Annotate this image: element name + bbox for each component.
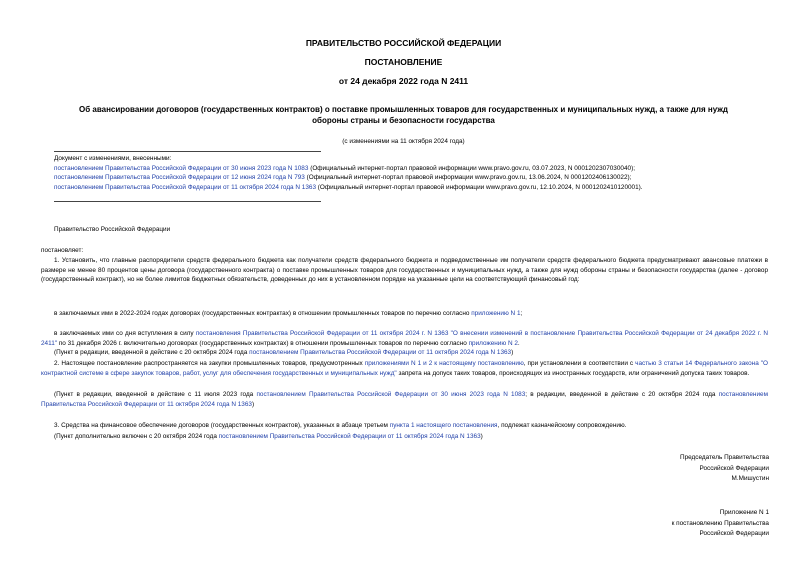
note-decree-link[interactable]: постановлением Правительства Российской Федерации от 11 октября 2024 года N 1363: [249, 349, 512, 356]
revision-note: (с изменениями на 11 октября 2024 года): [342, 138, 465, 145]
note-decree-link[interactable]: постановлением Правительства Российской Федерации от 11 октября 2024 года N 1363: [41, 391, 768, 408]
title-line-2: обороны страны и безопасности государства: [312, 116, 495, 125]
paragraph-1-note: (Пункт в редакции, введенной в действие с 20 октября 2024 года постановлением Правительства Российской Федерации от 11 октября 2024 года N 1363): [54, 349, 514, 356]
document-type: ПОСТАНОВЛЕНИЕ: [364, 57, 443, 67]
paragraph-1: 1. Установить, что главные распорядители средств федерального бюджета как получатели средств федерального бюджета и подведомственные им получатели средств федерального бюджета предусматривают авансовые платежи в размере не менее 80 процентов цены договора (государственного контракта) о поставке промышленных товаров для государственных и муниципальных нужд, а также для нужд обороны страны и безопасности государства (далее - договор (государственный контракт), но не более лимитов бюджетных обязательств, доведенных до них в установленном порядке на указанные цели на соответствующий финансовый год:: [41, 257, 768, 284]
divider-top: [54, 151, 321, 152]
federal-law-link[interactable]: частью 3 статьи 14 Федерального закона "О контрактной системе в сфере закупок товаров, работ, услуг для обеспечения государственных и муниципальных нужд": [41, 360, 769, 377]
government-name: ПРАВИТЕЛЬСТВО РОССИЙСКОЙ ФЕДЕРАЦИИ: [305, 38, 502, 48]
note-decree-link[interactable]: постановлением Правительства Российской Федерации от 30 июня 2023 года N 1083: [256, 391, 526, 398]
note-decree-link[interactable]: постановлением Правительства Российской Федерации от 11 октября 2024 года N 1363: [218, 433, 481, 440]
change-item: постановлением Правительства Российской Федерации от 12 июня 2024 года N 793 (Официальный интернет-портал правовой информации www.pravo.gov.ru, 13.06.2024, N 0001202406130022);: [54, 174, 632, 181]
document-title: [0, 104, 807, 126]
paragraph-2-note: (Пункт в редакции, введенной в действие с 11 июля 2023 года постановлением Правительства Российской Федерации от 30 июня 2023 года N 1083; в редакции, введенной в действие с 20 октября 2024 года постановлением Правительства Российской Федерации от 11 октября 2024 года N 1363): [41, 391, 768, 408]
appendix-2-link[interactable]: приложению N 2: [468, 339, 518, 347]
paragraph-3: 3. Средства на финансовое обеспечение договоров (государственных контрактов), указанных в абзаце третьем пункта 1 настоящего постановления, подлежат казначейскому сопровождению.: [54, 422, 627, 429]
signature-org: Российской Федерации: [699, 464, 769, 472]
appendices-link[interactable]: приложениями N 1 и 2 к настоящему постановлению: [364, 360, 524, 367]
change-item: постановлением Правительства Российской Федерации от 11 октября 2024 года N 1363 (Официальный интернет-портал правовой информации www.pravo.gov.ru, 12.10.2024, N 0001202410120001).: [54, 183, 643, 191]
appendix-1-link[interactable]: приложению N 1: [471, 310, 521, 317]
appendix-block: [672, 508, 769, 540]
paragraph-2: 2. Настоящее постановление распространяется на закупки промышленных товаров, предусмотренных приложениями N 1 и 2 к настоящему постановлению, при установлении в соответствии с частью 3 статьи 14 Федерального закона "О контрактной системе в сфере закупок товаров, работ, услуг для обеспечения государственных и муниципальных нужд" запрета на допуск таких товаров, происходящих из иностранных государств, или ограничений допуска таких товаров.: [41, 360, 769, 377]
changes-intro: Документ с изменениями, внесенными:: [54, 155, 172, 162]
change-link[interactable]: постановлением Правительства Российской Федерации от 30 июня 2023 года N 1083: [54, 164, 309, 172]
change-link[interactable]: постановлением Правительства Российской Федерации от 12 июня 2024 года N 793: [54, 174, 305, 181]
signature-name: М.Мишустин: [731, 475, 769, 482]
signature-title: Председатель Правительства: [680, 454, 769, 461]
appendix-org: Российской Федерации: [699, 530, 769, 537]
decree-1363-link[interactable]: постановления Правительства Российской Федерации от 11 октября 2024 г. N 1363 "О внесении изменений в постановление Правительства Российской Федерации от 24 декабря 2022 г. N 2411": [41, 330, 768, 347]
change-item: постановлением Правительства Российской Федерации от 30 июня 2023 года N 1083 (Официальный интернет-портал правовой информации www.pravo.gov.ru, 03.07.2023, N 0001202307030040);: [54, 164, 635, 172]
clause-1-link[interactable]: пункта 1 настоящего постановления: [389, 422, 498, 429]
appendix-ref: к постановлению Правительства: [671, 519, 769, 527]
appendix-number: Приложение N 1: [719, 509, 769, 516]
signature-block: [680, 453, 769, 485]
document-date: от 24 декабря 2022 года N 2411: [338, 76, 469, 86]
decrees-label: постановляет:: [41, 247, 84, 254]
changes-block: [54, 154, 794, 192]
divider-bottom: [54, 201, 321, 202]
paragraph-1a: в заключаемых ими в 2022-2024 годах договорах (государственных контрактах) в отношении промышленных товаров по перечню согласно приложению N 1;: [54, 310, 523, 317]
paragraph-3-note: (Пункт дополнительно включен с 20 октября 2024 года постановлением Правительства Российской Федерации от 11 октября 2024 года N 1363): [54, 433, 483, 440]
government-label: Правительство Российской Федерации: [54, 226, 171, 233]
title-line-1: Об авансировании договоров (государственных контрактов) о поставке промышленных товаров для государственных и муниципальных нужд, а также для нужд: [78, 105, 728, 114]
paragraph-1b: в заключаемых ими со дня вступления в силу постановления Правительства Российской Федерации от 11 октября 2024 г. N 1363 "О внесении изменений в постановление Правительства Российской Федерации от 24 декабря 2022 г. N 2411" по 31 декабря 2026 г. включительно договорах (государственных контрактах) в отношении промышленных товаров по перечню согласно приложению N 2.: [41, 330, 768, 347]
change-link[interactable]: постановлением Правительства Российской Федерации от 11 октября 2024 года N 1363: [54, 183, 316, 191]
